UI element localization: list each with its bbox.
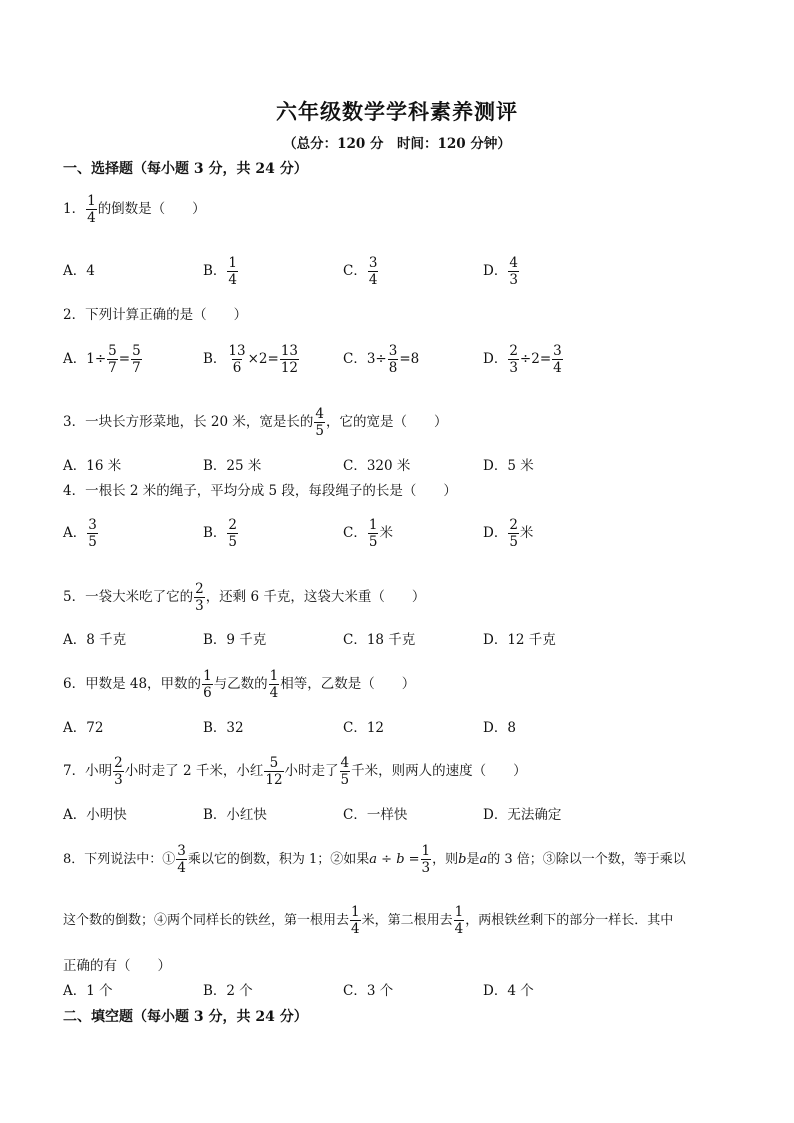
question-7-option-a[interactable]: A．小明快 [63, 807, 127, 823]
question-2-option-d[interactable]: D． $\frac{2}{3}$ ÷2= $\frac{3}{4}$ [483, 343, 562, 376]
section-heading-fill-blank: 二、填空题（每小题 3 分，共 24 分） [63, 1009, 308, 1025]
question-3-option-a[interactable]: A．16 米 [63, 458, 122, 474]
question-4-option-c[interactable]: C． $\frac{1}{5}$ 米 [343, 517, 393, 550]
question-1-option-b[interactable]: B． $\frac{1}{4}$ [203, 255, 238, 288]
page-title: 六年级数学学科素养测评 [276, 99, 518, 124]
question-8-stem-line-1: 8．下列说法中：① $\frac{3}{4}$ 乘以它的倒数，积为 1；②如果a ÷ b = $\frac{1}{3}$ ，则b是a的 3 倍；③除以一个数，等于乘以 [63, 843, 686, 876]
section-heading-choice: 一、选择题（每小题 3 分，共 24 分） [63, 161, 308, 177]
question-5-option-b[interactable]: B．9 千克 [203, 632, 267, 648]
fraction: $\frac{1}{4}$ [87, 193, 96, 226]
question-1-option-d[interactable]: D． $\frac{4}{3}$ [483, 255, 518, 288]
question-1-option-c[interactable]: C． $\frac{3}{4}$ [343, 255, 378, 288]
question-6-stem: 6．甲数是 48，甲数的 $\frac{1}{6}$ 与乙数的 $\frac{1}{4}$ 相等，乙数是（ ） [63, 668, 416, 701]
question-1-stem: 1． $\frac{1}{4}$ 的倒数是（ ） [63, 193, 206, 226]
question-8-option-a[interactable]: A．1 个 [63, 983, 113, 999]
question-4-option-a[interactable]: A． $\frac{3}{5}$ [63, 517, 97, 550]
question-8-option-d[interactable]: D．4 个 [483, 983, 534, 999]
question-6-option-d[interactable]: D．8 [483, 720, 516, 736]
question-4-option-d[interactable]: D． $\frac{2}{5}$ 米 [483, 517, 534, 550]
question-8-stem-line-3: 正确的有（ ） [63, 958, 171, 974]
question-5-stem: 5．一袋大米吃了它的 $\frac{2}{3}$ ，还剩 6 千克，这袋大米重（ ） [63, 581, 426, 614]
page-subtitle: （总分：120 分 时间：120 分钟） [283, 136, 511, 152]
question-4-stem: 4．一根长 2 米的绳子，平均分成 5 段，每段绳子的长是（ ） [63, 483, 457, 499]
question-2-option-a[interactable]: A．1÷ $\frac{5}{7}$ = $\frac{5}{7}$ [63, 343, 141, 376]
question-6-option-c[interactable]: C．12 [343, 720, 385, 736]
question-3-stem: 3．一块长方形菜地，长 20 米，宽是长的 $\frac{4}{5}$ ，它的宽是（ ） [63, 406, 448, 439]
question-4-option-b[interactable]: B． $\frac{2}{5}$ [203, 517, 238, 550]
question-5-option-a[interactable]: A．8 千克 [63, 632, 127, 648]
question-1-option-a[interactable]: A．4 [63, 263, 95, 279]
question-2-option-c[interactable]: C．3÷ $\frac{3}{8}$ =8 [343, 343, 420, 376]
question-2-stem: 2．下列计算正确的是（ ） [63, 307, 248, 323]
question-6-option-b[interactable]: B．32 [203, 720, 244, 736]
question-2-option-b[interactable]: B． $\frac{13}{6}$ ×2= $\frac{13}{12}$ [203, 343, 299, 376]
question-3-option-c[interactable]: C．320 米 [343, 458, 411, 474]
question-8-stem-line-2: 这个数的倒数；④两个同样长的铁丝，第一根用去 $\frac{1}{4}$ 米，第二根用去 $\frac{1}{4}$ ，两根铁丝剩下的部分一样长．其中 [63, 904, 674, 937]
question-5-option-d[interactable]: D．12 千克 [483, 632, 556, 648]
question-8-option-b[interactable]: B．2 个 [203, 983, 253, 999]
question-7-option-c[interactable]: C．一样快 [343, 807, 408, 823]
question-3-option-d[interactable]: D．5 米 [483, 458, 534, 474]
question-7-option-b[interactable]: B．小红快 [203, 807, 267, 823]
question-8-option-c[interactable]: C．3 个 [343, 983, 394, 999]
question-7-stem: 7．小明 $\frac{2}{3}$ 小时走了 2 千米，小红 $\frac{5}{12}$ 小时走了 $\frac{4}{5}$ 千米，则两人的速度（ ） [63, 755, 527, 788]
question-5-option-c[interactable]: C．18 千克 [343, 632, 416, 648]
question-6-option-a[interactable]: A．72 [63, 720, 104, 736]
question-3-option-b[interactable]: B．25 米 [203, 458, 262, 474]
question-7-option-d[interactable]: D．无法确定 [483, 807, 562, 823]
